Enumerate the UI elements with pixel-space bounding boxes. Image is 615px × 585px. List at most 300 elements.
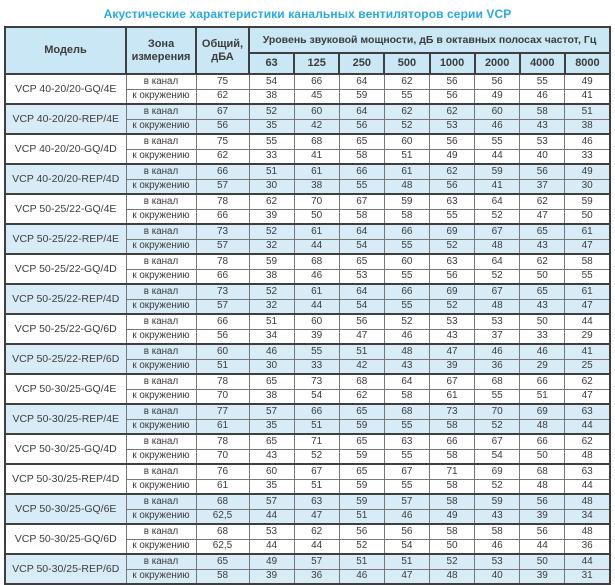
sound-level-cell-125hz: 60 [294, 104, 339, 119]
sound-level-cell-1000hz: 43 [430, 329, 475, 344]
measurement-zone-cell: к окружению [126, 479, 196, 494]
sound-level-cell-4000hz: 65 [520, 224, 565, 239]
sound-level-cell-4000hz: 39 [520, 509, 565, 524]
sound-level-cell-2000hz: 70 [475, 404, 520, 419]
sound-level-cell-2000hz: 37 [475, 329, 520, 344]
sound-level-cell-500hz: 66 [384, 224, 429, 239]
sound-level-cell-8000hz: 49 [565, 74, 610, 89]
sound-level-cell-4000hz: 48 [520, 419, 565, 434]
measurement-zone-cell: в канал [126, 374, 196, 389]
sound-level-cell-500hz: 60 [384, 254, 429, 269]
sound-level-cell-500hz: 51 [384, 149, 429, 164]
sound-level-cell-500hz: 58 [384, 389, 429, 404]
sound-level-cell-8000hz: 46 [565, 134, 610, 149]
sound-level-cell-500hz: 58 [384, 209, 429, 224]
sound-level-cell-2000hz: 53 [475, 554, 520, 569]
sound-level-cell-125hz: 68 [294, 254, 339, 269]
sound-level-cell-250hz: 54 [339, 299, 384, 314]
sound-level-cell-125hz: 44 [294, 239, 339, 254]
total-dba-cell: 56 [196, 119, 249, 134]
sound-level-cell-8000hz: 38 [565, 119, 610, 134]
sound-level-cell-250hz: 58 [339, 209, 384, 224]
sound-level-cell-1000hz: 58 [430, 479, 475, 494]
sound-level-cell-4000hz: 50 [520, 314, 565, 329]
total-dba-cell: 68 [196, 524, 249, 539]
total-dba-cell: 68 [196, 494, 249, 509]
column-header-freq-250: 250 [339, 53, 384, 74]
sound-level-cell-2000hz: 49 [475, 89, 520, 104]
measurement-zone-cell: в канал [126, 74, 196, 89]
sound-level-cell-1000hz: 52 [430, 239, 475, 254]
total-dba-cell: 67 [196, 104, 249, 119]
sound-level-cell-2000hz: 52 [475, 269, 520, 284]
sound-level-cell-4000hz: 65 [520, 284, 565, 299]
total-dba-cell: 62 [196, 149, 249, 164]
sound-level-cell-125hz: 62 [294, 524, 339, 539]
column-header-freq-8000: 8000 [565, 53, 610, 74]
sound-level-cell-63hz: 30 [249, 359, 294, 374]
sound-level-cell-250hz: 65 [339, 254, 384, 269]
sound-level-cell-63hz: 60 [249, 464, 294, 479]
sound-level-cell-125hz: 44 [294, 299, 339, 314]
sound-level-cell-1000hz: 67 [430, 374, 475, 389]
total-dba-cell: 75 [196, 74, 249, 89]
sound-level-cell-2000hz: 56 [475, 74, 520, 89]
sound-level-cell-1000hz: 48 [430, 569, 475, 584]
sound-level-cell-4000hz: 50 [520, 554, 565, 569]
measurement-zone-cell: к окружению [126, 149, 196, 164]
sound-level-cell-1000hz: 56 [430, 179, 475, 194]
sound-level-cell-125hz: 47 [294, 509, 339, 524]
sound-level-cell-125hz: 57 [294, 554, 339, 569]
measurement-zone-cell: к окружению [126, 509, 196, 524]
measurement-zone-cell: в канал [126, 344, 196, 359]
sound-level-cell-2000hz: 68 [475, 374, 520, 389]
sound-level-cell-8000hz: 50 [565, 209, 610, 224]
sound-level-cell-1000hz: 52 [430, 554, 475, 569]
sound-level-cell-2000hz: 48 [475, 239, 520, 254]
table-row [5, 314, 610, 329]
measurement-zone-cell: в канал [126, 134, 196, 149]
sound-level-cell-500hz: 68 [384, 404, 429, 419]
measurement-zone-cell: к окружению [126, 419, 196, 434]
sound-level-cell-500hz: 46 [384, 509, 429, 524]
sound-level-cell-63hz: 35 [249, 479, 294, 494]
measurement-zone-cell: к окружению [126, 359, 196, 374]
sound-level-cell-125hz: 71 [294, 434, 339, 449]
table-row [5, 134, 610, 149]
table-row [5, 284, 610, 299]
measurement-zone-cell: к окружению [126, 329, 196, 344]
sound-level-cell-1000hz: 62 [430, 104, 475, 119]
sound-level-cell-63hz: 54 [249, 74, 294, 89]
sound-level-cell-2000hz: 52 [475, 479, 520, 494]
sound-level-cell-2000hz: 55 [475, 389, 520, 404]
total-dba-cell: 78 [196, 194, 249, 209]
total-dba-cell: 57 [196, 299, 249, 314]
measurement-zone-cell: к окружению [126, 179, 196, 194]
sound-level-cell-125hz: 50 [294, 209, 339, 224]
sound-level-cell-125hz: 73 [294, 374, 339, 389]
sound-level-cell-2000hz: 69 [475, 464, 520, 479]
sound-level-cell-1000hz: 61 [430, 389, 475, 404]
sound-level-cell-63hz: 44 [249, 509, 294, 524]
total-dba-cell: 66 [196, 164, 249, 179]
sound-level-cell-4000hz: 68 [520, 464, 565, 479]
sound-level-cell-2000hz: 59 [475, 494, 520, 509]
sound-level-cell-500hz: 62 [384, 74, 429, 89]
sound-level-cell-250hz: 51 [339, 344, 384, 359]
sound-level-cell-125hz: 39 [294, 329, 339, 344]
sound-level-cell-4000hz: 55 [520, 74, 565, 89]
sound-level-cell-1000hz: 56 [430, 89, 475, 104]
sound-level-cell-8000hz: 47 [565, 299, 610, 314]
sound-level-cell-250hz: 46 [339, 569, 384, 584]
model-name-cell: VCP 50-30/25-REP/4D [5, 464, 126, 494]
total-dba-cell: 77 [196, 404, 249, 419]
sound-level-cell-8000hz: 61 [565, 284, 610, 299]
sound-level-cell-8000hz: 47 [565, 389, 610, 404]
measurement-zone-cell: к окружению [126, 119, 196, 134]
sound-level-cell-63hz: 39 [249, 209, 294, 224]
sound-level-cell-4000hz: 29 [520, 359, 565, 374]
sound-level-cell-8000hz: 62 [565, 434, 610, 449]
total-dba-cell: 62,5 [196, 539, 249, 554]
sound-level-cell-8000hz: 63 [565, 464, 610, 479]
total-dba-cell: 73 [196, 224, 249, 239]
sound-level-cell-1000hz: 56 [430, 134, 475, 149]
measurement-zone-cell: в канал [126, 104, 196, 119]
sound-level-cell-125hz: 63 [294, 494, 339, 509]
total-dba-cell: 78 [196, 374, 249, 389]
sound-level-cell-4000hz: 48 [520, 479, 565, 494]
sound-level-cell-500hz: 55 [384, 269, 429, 284]
sound-level-cell-250hz: 51 [339, 509, 384, 524]
total-dba-cell: 61 [196, 479, 249, 494]
sound-level-cell-500hz: 62 [384, 104, 429, 119]
sound-level-cell-1000hz: 52 [430, 299, 475, 314]
sound-level-cell-2000hz: 43 [475, 509, 520, 524]
sound-level-cell-250hz: 56 [339, 119, 384, 134]
measurement-zone-cell: к окружению [126, 209, 196, 224]
sound-level-cell-2000hz: 59 [475, 164, 520, 179]
sound-level-cell-125hz: 36 [294, 569, 339, 584]
sound-level-cell-8000hz: 48 [565, 524, 610, 539]
sound-level-cell-8000hz: 25 [565, 359, 610, 374]
sound-level-cell-8000hz: 48 [565, 449, 610, 464]
sound-level-cell-125hz: 33 [294, 359, 339, 374]
sound-level-cell-8000hz: 63 [565, 404, 610, 419]
sound-level-cell-8000hz: 41 [565, 89, 610, 104]
sound-level-cell-1000hz: 50 [430, 539, 475, 554]
sound-level-cell-250hz: 56 [339, 524, 384, 539]
total-dba-cell: 62,5 [196, 509, 249, 524]
sound-level-cell-2000hz: 36 [475, 359, 520, 374]
sound-level-cell-4000hz: 50 [520, 449, 565, 464]
sound-level-cell-2000hz: 64 [475, 194, 520, 209]
total-dba-cell: 58 [196, 569, 249, 584]
total-dba-cell: 70 [196, 449, 249, 464]
sound-level-cell-8000hz: 58 [565, 254, 610, 269]
measurement-zone-cell: в канал [126, 314, 196, 329]
sound-level-cell-8000hz: 33 [565, 149, 610, 164]
total-dba-cell: 61 [196, 419, 249, 434]
sound-level-cell-2000hz: 44 [475, 149, 520, 164]
column-header-total-dba: Общий, дБА [196, 27, 249, 74]
sound-level-cell-250hz: 56 [339, 314, 384, 329]
total-dba-cell: 78 [196, 254, 249, 269]
sound-level-cell-1000hz: 56 [430, 74, 475, 89]
sound-level-cell-2000hz: 60 [475, 104, 520, 119]
measurement-zone-cell: к окружению [126, 539, 196, 554]
sound-level-cell-125hz: 41 [294, 149, 339, 164]
sound-level-cell-500hz: 60 [384, 134, 429, 149]
sound-level-cell-63hz: 57 [249, 494, 294, 509]
sound-level-cell-250hz: 58 [339, 149, 384, 164]
sound-level-cell-1000hz: 69 [430, 224, 475, 239]
sound-level-cell-4000hz: 56 [520, 494, 565, 509]
sound-level-cell-1000hz: 63 [430, 194, 475, 209]
measurement-zone-cell: к окружению [126, 299, 196, 314]
column-header-sound-power-levels: Уровень звуковой мощности, дБ в октавных полосах частот, Гц [249, 27, 610, 53]
sound-level-cell-500hz: 54 [384, 539, 429, 554]
sound-level-cell-500hz: 52 [384, 119, 429, 134]
sound-level-cell-2000hz: 67 [475, 224, 520, 239]
sound-level-cell-4000hz: 43 [520, 299, 565, 314]
measurement-zone-cell: к окружению [126, 449, 196, 464]
measurement-zone-cell: в канал [126, 284, 196, 299]
sound-level-cell-8000hz: 30 [565, 179, 610, 194]
sound-level-cell-4000hz: 58 [520, 104, 565, 119]
table-row [5, 344, 610, 359]
total-dba-cell: 65 [196, 554, 249, 569]
measurement-zone-cell: в канал [126, 404, 196, 419]
sound-level-cell-1000hz: 69 [430, 284, 475, 299]
sound-level-cell-8000hz: 31 [565, 569, 610, 584]
sound-level-cell-63hz: 65 [249, 374, 294, 389]
column-header-freq-500: 500 [384, 53, 429, 74]
sound-level-cell-500hz: 63 [384, 434, 429, 449]
sound-level-cell-63hz: 52 [249, 284, 294, 299]
sound-level-cell-500hz: 48 [384, 179, 429, 194]
sound-level-cell-63hz: 53 [249, 524, 294, 539]
sound-level-cell-125hz: 61 [294, 164, 339, 179]
sound-level-cell-125hz: 66 [294, 404, 339, 419]
model-name-cell: VCP 50-30/25-GQ/4E [5, 374, 126, 404]
sound-level-cell-1000hz: 58 [430, 524, 475, 539]
sound-level-cell-125hz: 61 [294, 224, 339, 239]
total-dba-cell: 62 [196, 89, 249, 104]
column-header-freq-1000: 1000 [430, 53, 475, 74]
sound-level-cell-500hz: 64 [384, 374, 429, 389]
column-header-zone: Зона измерения [126, 27, 196, 74]
sound-level-cell-63hz: 51 [249, 164, 294, 179]
measurement-zone-cell: к окружению [126, 269, 196, 284]
model-name-cell: VCP 50-30/25-REP/4E [5, 404, 126, 434]
model-name-cell: VCP 40-20/20-GQ/4D [5, 134, 126, 164]
sound-level-cell-250hz: 52 [339, 539, 384, 554]
sound-level-cell-500hz: 55 [384, 479, 429, 494]
sound-level-cell-8000hz: 44 [565, 419, 610, 434]
sound-level-cell-2000hz: 40 [475, 569, 520, 584]
sound-level-cell-8000hz: 59 [565, 194, 610, 209]
sound-level-cell-1000hz: 49 [430, 149, 475, 164]
model-name-cell: VCP 50-25/22-GQ/4D [5, 254, 126, 284]
sound-level-cell-250hz: 51 [339, 554, 384, 569]
measurement-zone-cell: в канал [126, 164, 196, 179]
sound-level-cell-4000hz: 69 [520, 404, 565, 419]
sound-level-cell-1000hz: 66 [430, 434, 475, 449]
model-name-cell: VCP 40-20/20-REP/4E [5, 104, 126, 134]
sound-level-cell-250hz: 54 [339, 239, 384, 254]
sound-level-cell-500hz: 57 [384, 494, 429, 509]
sound-level-cell-63hz: 43 [249, 449, 294, 464]
sound-level-cell-63hz: 52 [249, 224, 294, 239]
sound-level-cell-63hz: 62 [249, 194, 294, 209]
sound-level-cell-1000hz: 63 [430, 254, 475, 269]
sound-level-cell-63hz: 57 [249, 404, 294, 419]
sound-level-cell-500hz: 56 [384, 524, 429, 539]
sound-level-cell-63hz: 32 [249, 299, 294, 314]
sound-level-cell-250hz: 53 [339, 269, 384, 284]
table-row [5, 374, 610, 389]
sound-level-cell-4000hz: 47 [520, 209, 565, 224]
total-dba-cell: 73 [196, 284, 249, 299]
sound-level-cell-63hz: 35 [249, 419, 294, 434]
column-header-model: Модель [5, 27, 126, 74]
sound-level-cell-8000hz: 34 [565, 509, 610, 524]
sound-level-cell-1000hz: 73 [430, 404, 475, 419]
sound-level-cell-250hz: 65 [339, 434, 384, 449]
total-dba-cell: 70 [196, 389, 249, 404]
sound-level-cell-250hz: 66 [339, 164, 384, 179]
sound-level-cell-4000hz: 62 [520, 194, 565, 209]
sound-level-cell-8000hz: 36 [565, 539, 610, 554]
sound-level-cell-8000hz: 61 [565, 224, 610, 239]
sound-level-cell-4000hz: 40 [520, 149, 565, 164]
table-row [5, 434, 610, 449]
sound-level-cell-2000hz: 48 [475, 299, 520, 314]
sound-level-cell-250hz: 59 [339, 449, 384, 464]
sound-level-cell-125hz: 51 [294, 479, 339, 494]
sound-level-cell-125hz: 67 [294, 464, 339, 479]
measurement-zone-cell: в канал [126, 464, 196, 479]
sound-level-cell-125hz: 44 [294, 539, 339, 554]
sound-level-cell-250hz: 65 [339, 464, 384, 479]
sound-level-cell-8000hz: 44 [565, 314, 610, 329]
total-dba-cell: 78 [196, 434, 249, 449]
sound-level-cell-4000hz: 46 [520, 89, 565, 104]
total-dba-cell: 56 [196, 329, 249, 344]
model-name-cell: VCP 50-25/22-REP/6D [5, 344, 126, 374]
sound-level-cell-1000hz: 56 [430, 269, 475, 284]
sound-level-cell-250hz: 62 [339, 389, 384, 404]
sound-level-cell-4000hz: 44 [520, 539, 565, 554]
sound-level-cell-500hz: 59 [384, 194, 429, 209]
sound-level-cell-2000hz: 54 [475, 449, 520, 464]
sound-level-cell-500hz: 67 [384, 464, 429, 479]
sound-level-cell-250hz: 55 [339, 179, 384, 194]
sound-level-cell-8000hz: 48 [565, 494, 610, 509]
total-dba-cell: 76 [196, 464, 249, 479]
sound-level-cell-4000hz: 56 [520, 164, 565, 179]
sound-level-cell-63hz: 35 [249, 119, 294, 134]
sound-level-cell-1000hz: 71 [430, 464, 475, 479]
sound-level-cell-1000hz: 55 [430, 209, 475, 224]
sound-level-cell-2000hz: 41 [475, 179, 520, 194]
sound-level-cell-250hz: 42 [339, 359, 384, 374]
sound-level-cell-8000hz: 62 [565, 374, 610, 389]
sound-level-cell-8000hz: 29 [565, 329, 610, 344]
column-header-freq-63: 63 [249, 53, 294, 74]
sound-level-cell-4000hz: 46 [520, 344, 565, 359]
sound-level-cell-4000hz: 37 [520, 179, 565, 194]
sound-level-cell-63hz: 32 [249, 239, 294, 254]
sound-level-cell-250hz: 59 [339, 419, 384, 434]
sound-level-cell-1000hz: 53 [430, 314, 475, 329]
sound-level-cell-250hz: 64 [339, 224, 384, 239]
sound-level-cell-500hz: 55 [384, 419, 429, 434]
sound-level-cell-4000hz: 33 [520, 329, 565, 344]
table-header [5, 27, 610, 74]
sound-level-cell-125hz: 68 [294, 134, 339, 149]
sound-level-cell-2000hz: 46 [475, 344, 520, 359]
sound-level-cell-500hz: 55 [384, 89, 429, 104]
sound-level-cell-63hz: 33 [249, 149, 294, 164]
sound-level-cell-63hz: 44 [249, 539, 294, 554]
acoustic-characteristics-table [4, 26, 611, 585]
sound-level-cell-125hz: 61 [294, 284, 339, 299]
sound-level-cell-2000hz: 46 [475, 539, 520, 554]
sound-level-cell-63hz: 38 [249, 269, 294, 284]
measurement-zone-cell: в канал [126, 224, 196, 239]
sound-level-cell-125hz: 51 [294, 419, 339, 434]
sound-level-cell-63hz: 65 [249, 434, 294, 449]
sound-level-cell-500hz: 55 [384, 299, 429, 314]
sound-level-cell-500hz: 48 [384, 344, 429, 359]
total-dba-cell: 60 [196, 344, 249, 359]
sound-level-cell-500hz: 66 [384, 284, 429, 299]
sound-level-cell-125hz: 46 [294, 269, 339, 284]
sound-level-cell-250hz: 64 [339, 104, 384, 119]
sound-level-cell-2000hz: 64 [475, 254, 520, 269]
sound-level-cell-1000hz: 49 [430, 509, 475, 524]
sound-level-cell-63hz: 51 [249, 314, 294, 329]
sound-level-cell-63hz: 52 [249, 104, 294, 119]
sound-level-cell-8000hz: 47 [565, 239, 610, 254]
sound-level-cell-8000hz: 49 [565, 164, 610, 179]
sound-level-cell-63hz: 55 [249, 134, 294, 149]
sound-level-cell-1000hz: 47 [430, 344, 475, 359]
sound-level-cell-125hz: 66 [294, 74, 339, 89]
sound-level-cell-500hz: 61 [384, 164, 429, 179]
sound-level-cell-63hz: 38 [249, 89, 294, 104]
column-header-freq-2000: 2000 [475, 53, 520, 74]
sound-level-cell-2000hz: 67 [475, 434, 520, 449]
table-row [5, 224, 610, 239]
table-row [5, 404, 610, 419]
table-row [5, 494, 610, 509]
model-name-cell: VCP 50-25/22-GQ/6D [5, 314, 126, 344]
measurement-zone-cell: к окружению [126, 239, 196, 254]
sound-level-cell-500hz: 55 [384, 239, 429, 254]
total-dba-cell: 51 [196, 359, 249, 374]
sound-level-cell-125hz: 54 [294, 389, 339, 404]
model-name-cell: VCP 50-25/22-GQ/4E [5, 194, 126, 224]
sound-level-cell-1000hz: 53 [430, 119, 475, 134]
model-name-cell: VCP 50-30/25-GQ/6E [5, 494, 126, 524]
table-row [5, 464, 610, 479]
